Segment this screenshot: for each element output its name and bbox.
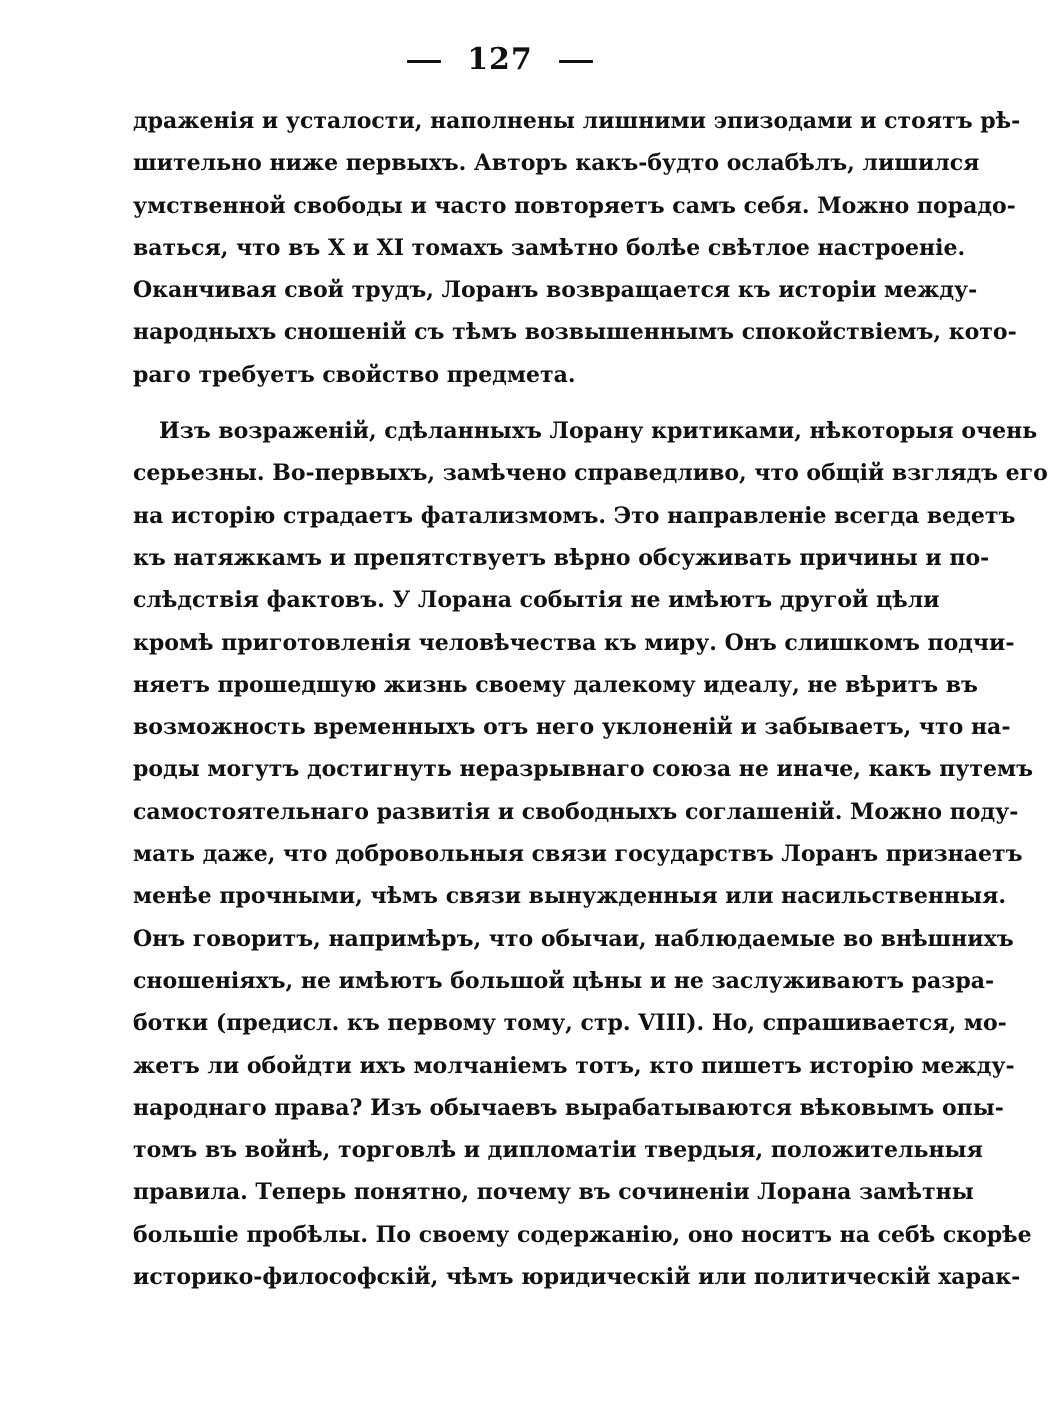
text-line: томъ въ войнѣ, торговлѣ и дипломатіи твердыя, положительныя [133, 1137, 983, 1164]
text-line: Изъ возраженій, сдѣланныхъ Лорану критиками, нѣкоторыя очень [159, 418, 1038, 445]
text-line: Онъ говоритъ, напримѣръ, что обычаи, наблюдаемые во внѣшнихъ [133, 925, 1014, 952]
text-line: народныхъ сношеній съ тѣмъ возвышеннымъ спокойствіемъ, кото- [133, 319, 1017, 346]
text-line: правила. Теперь понятно, почему въ сочиненіи Лорана замѣтны [133, 1179, 974, 1206]
text-line: большіе пробѣлы. По своему содержанію, оно носитъ на себѣ скорѣе [133, 1221, 1032, 1248]
text-line: самостоятельнаго развитія и свободныхъ соглашеній. Можно поду- [133, 798, 1019, 825]
text-line: ботки (предисл. къ первому тому, стр. VIII). Но, спрашивается, мо- [133, 1010, 1007, 1037]
text-line: умственной свободы и часто повторяетъ самъ себя. Можно порадо- [133, 192, 1016, 219]
page-number: 127 [467, 42, 533, 77]
text-line: народнаго права? Изъ обычаевъ вырабатываются вѣковымъ опы- [133, 1094, 1004, 1121]
text-line: на исторію страдаетъ фатализмомъ. Это направленіе всегда ведетъ [133, 502, 1016, 529]
text-line: слѣдствія фактовъ. У Лорана событія не имѣютъ другой цѣли [133, 587, 940, 614]
paragraph-1 [133, 100, 1021, 396]
text-line: раго требуетъ свойство предмета. [133, 361, 576, 388]
text-line: жетъ ли обойдти ихъ молчаніемъ тотъ, кто пишетъ исторію между- [133, 1052, 1015, 1079]
text-line: ваться, что въ X и XI томахъ замѣтно болѣе свѣтлое настроеніе. [133, 234, 966, 261]
text-line: роды могутъ достигнуть неразрывнаго союза не иначе, какъ путемъ [133, 756, 1033, 783]
text-line: шительно ниже первыхъ. Авторъ какъ-будто ослабѣлъ, лишился [133, 150, 980, 177]
page-header [0, 42, 1000, 77]
paragraph-gap [133, 396, 875, 410]
text-line: возможность временныхъ отъ него уклоненій и забываетъ, что на- [133, 714, 1011, 741]
text-line: къ натяжкамъ и препятствуетъ вѣрно обсуживать причины и по- [133, 544, 990, 571]
text-line: менѣе прочными, чѣмъ связи вынужденныя или насильственныя. [133, 883, 1007, 910]
text-line: кромѣ приготовленія человѣчества къ миру. Онъ слишкомъ подчи- [133, 629, 1015, 656]
text-line: драженія и усталости, наполнены лишними эпизодами и стоятъ рѣ- [133, 108, 1021, 134]
header-dash-left [407, 60, 441, 63]
header-dash-right [559, 60, 593, 63]
body-text [133, 100, 1048, 1298]
text-line: серьезны. Во-первыхъ, замѣчено справедливо, что общій взглядъ его [133, 460, 1048, 487]
paragraph-2 [133, 410, 1048, 1298]
text-line: няетъ прошедшую жизнь своему далекому идеалу, не вѣритъ въ [133, 671, 978, 698]
text-line: мать даже, что добровольныя связи государствъ Лоранъ признаетъ [133, 841, 1023, 868]
text-line: историко-философскій, чѣмъ юридическій или политическій харак- [133, 1264, 1021, 1291]
text-line: сношеніяхъ, не имѣютъ большой цѣны и не заслуживаютъ разра- [133, 967, 995, 994]
text-line: Оканчивая свой трудъ, Лоранъ возвращается къ исторіи между- [133, 277, 978, 304]
